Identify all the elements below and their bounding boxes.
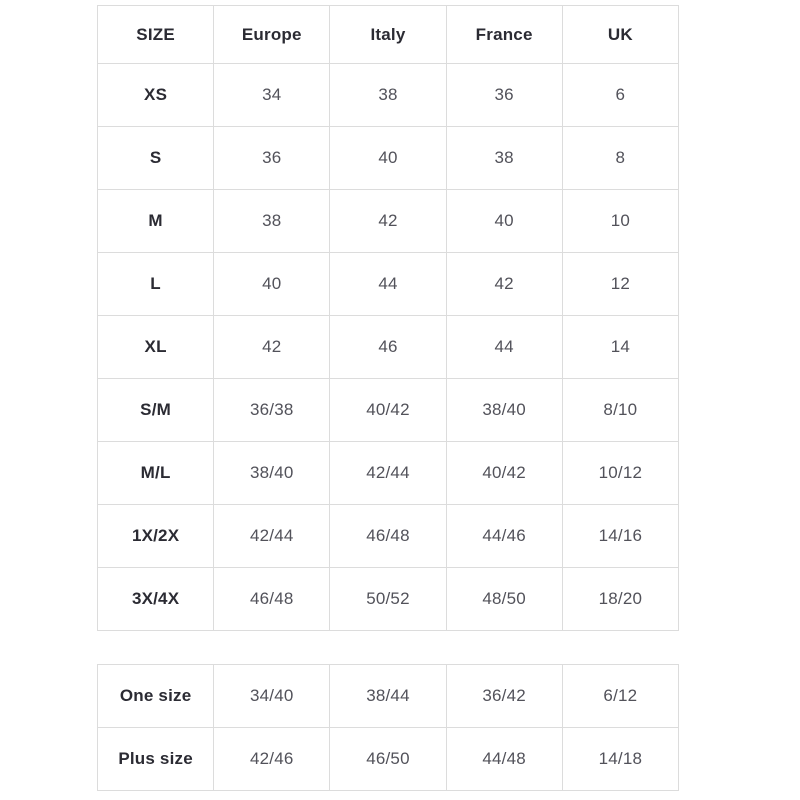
value-cell: 14/16 [562, 505, 678, 568]
value-cell: 34 [214, 64, 330, 127]
value-cell: 6/12 [562, 665, 678, 728]
value-cell: 50/52 [330, 568, 446, 631]
value-cell: 14 [562, 316, 678, 379]
table-row-3x4x [98, 568, 679, 631]
value-cell: 44 [330, 253, 446, 316]
header-cell-size: SIZE [98, 6, 214, 64]
table-row-sm [98, 379, 679, 442]
table-row-xs [98, 64, 679, 127]
table-row-plus-size [98, 728, 679, 791]
header-cell-italy: Italy [330, 6, 446, 64]
size-chart-section [97, 5, 679, 791]
value-cell: 38 [446, 127, 562, 190]
value-cell: 48/50 [446, 568, 562, 631]
value-cell: 10/12 [562, 442, 678, 505]
table-row-ml [98, 442, 679, 505]
value-cell: 46/50 [330, 728, 446, 791]
table-row-m [98, 190, 679, 253]
value-cell: 18/20 [562, 568, 678, 631]
value-cell: 44/48 [446, 728, 562, 791]
size-table-header [98, 6, 679, 64]
value-cell: 40 [214, 253, 330, 316]
size-label-cell: M [98, 190, 214, 253]
value-cell: 38/40 [214, 442, 330, 505]
size-label-cell: M/L [98, 442, 214, 505]
size-label-cell: XL [98, 316, 214, 379]
value-cell: 38/44 [330, 665, 446, 728]
value-cell: 42 [214, 316, 330, 379]
size-label-cell: 3X/4X [98, 568, 214, 631]
value-cell: 36 [446, 64, 562, 127]
value-cell: 42/46 [214, 728, 330, 791]
value-cell: 42 [330, 190, 446, 253]
size-label-cell: Plus size [98, 728, 214, 791]
value-cell: 44 [446, 316, 562, 379]
value-cell: 8 [562, 127, 678, 190]
special-sizes-body [98, 665, 679, 791]
value-cell: 40/42 [330, 379, 446, 442]
size-label-cell: XS [98, 64, 214, 127]
table-row-s [98, 127, 679, 190]
value-cell: 46/48 [330, 505, 446, 568]
value-cell: 36/38 [214, 379, 330, 442]
value-cell: 6 [562, 64, 678, 127]
value-cell: 34/40 [214, 665, 330, 728]
size-label-cell: 1X/2X [98, 505, 214, 568]
value-cell: 42/44 [214, 505, 330, 568]
size-label-cell: S [98, 127, 214, 190]
value-cell: 46/48 [214, 568, 330, 631]
header-cell-uk: UK [562, 6, 678, 64]
value-cell: 40/42 [446, 442, 562, 505]
value-cell: 42/44 [330, 442, 446, 505]
value-cell: 40 [446, 190, 562, 253]
table-row-one-size [98, 665, 679, 728]
size-label-cell: S/M [98, 379, 214, 442]
size-table-body [98, 64, 679, 631]
header-row [98, 6, 679, 64]
value-cell: 40 [330, 127, 446, 190]
value-cell: 36 [214, 127, 330, 190]
value-cell: 10 [562, 190, 678, 253]
value-cell: 36/42 [446, 665, 562, 728]
value-cell: 38 [214, 190, 330, 253]
value-cell: 12 [562, 253, 678, 316]
value-cell: 46 [330, 316, 446, 379]
header-cell-europe: Europe [214, 6, 330, 64]
header-cell-france: France [446, 6, 562, 64]
value-cell: 8/10 [562, 379, 678, 442]
size-label-cell: L [98, 253, 214, 316]
value-cell: 14/18 [562, 728, 678, 791]
special-sizes-table [97, 664, 679, 791]
value-cell: 44/46 [446, 505, 562, 568]
table-row-l [98, 253, 679, 316]
value-cell: 38/40 [446, 379, 562, 442]
value-cell: 42 [446, 253, 562, 316]
size-label-cell: One size [98, 665, 214, 728]
table-row-xl [98, 316, 679, 379]
size-conversion-table [97, 5, 679, 631]
table-row-1x2x [98, 505, 679, 568]
value-cell: 38 [330, 64, 446, 127]
